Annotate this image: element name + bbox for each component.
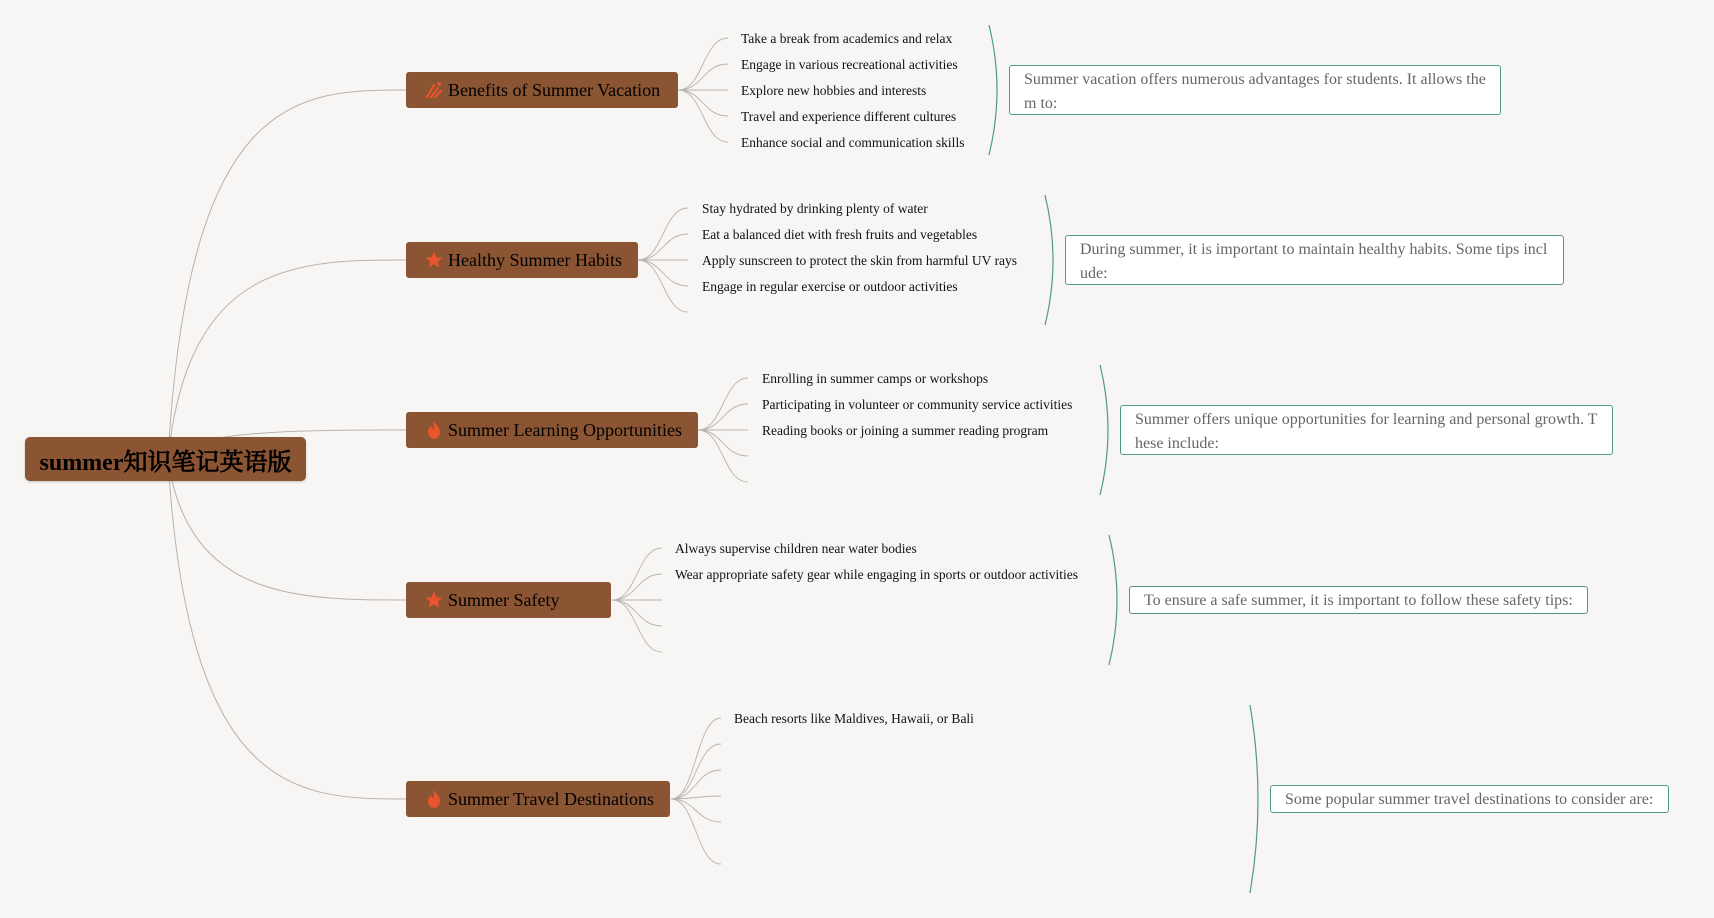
branch-label: Summer Learning Opportunities bbox=[448, 419, 682, 440]
leaf-connector bbox=[671, 799, 721, 864]
branch-label: Summer Travel Destinations bbox=[448, 788, 654, 809]
leaf-item[interactable]: Reading books or joining a summer reading program bbox=[762, 423, 1049, 438]
leaf-connector bbox=[671, 770, 721, 799]
root-branch-connector bbox=[168, 459, 406, 799]
leaf-connector bbox=[698, 430, 748, 456]
leaf-connector bbox=[671, 799, 721, 822]
leaf-item[interactable]: Engage in various recreational activities bbox=[741, 57, 958, 72]
summary-box-travel[interactable]: Some popular summer travel destinations to consider are: bbox=[1270, 785, 1669, 813]
branch-node-benefits[interactable] bbox=[406, 72, 678, 108]
leaf-connector bbox=[638, 260, 688, 286]
leaf-connector bbox=[698, 404, 748, 430]
branch-node-safety[interactable] bbox=[406, 582, 611, 618]
leaf-item[interactable]: Always supervise children near water bodies bbox=[675, 541, 917, 556]
root-branch-connector bbox=[168, 90, 406, 459]
leaf-connector bbox=[698, 378, 748, 430]
leaf-connector bbox=[678, 38, 728, 90]
leaf-connector bbox=[698, 430, 748, 482]
root-branch-connector bbox=[168, 260, 406, 459]
leaf-connector bbox=[678, 64, 728, 90]
summary-box-benefits[interactable]: Summer vacation offers numerous advantages for students. It allows them to: bbox=[1009, 65, 1501, 115]
leaf-item[interactable]: Participating in volunteer or community service activities bbox=[762, 397, 1073, 412]
leaf-item[interactable]: Apply sunscreen to protect the skin from harmful UV rays bbox=[702, 253, 1018, 268]
summary-bracket bbox=[1109, 535, 1117, 665]
leaf-item[interactable]: Take a break from academics and relax bbox=[741, 31, 953, 46]
leaf-connector bbox=[612, 600, 662, 626]
leaf-item[interactable]: Beach resorts like Maldives, Hawaii, or Bali bbox=[734, 711, 974, 726]
leaf-connector bbox=[671, 744, 721, 799]
leaf-connector bbox=[678, 90, 728, 142]
flame-icon bbox=[424, 789, 444, 809]
leaf-connector bbox=[638, 208, 688, 260]
flame-icon bbox=[424, 420, 444, 440]
leaf-connector bbox=[638, 234, 688, 260]
summary-box-safety[interactable]: To ensure a safe summer, it is important to follow these safety tips: bbox=[1129, 586, 1588, 614]
summary-box-learning[interactable]: Summer offers unique opportunities for learning and personal growth. These include: bbox=[1120, 405, 1613, 455]
leaf-connector bbox=[678, 90, 728, 116]
summary-bracket bbox=[1100, 365, 1108, 495]
leaf-item[interactable]: Eat a balanced diet with fresh fruits and vegetables bbox=[702, 227, 978, 242]
branch-label: Healthy Summer Habits bbox=[448, 249, 622, 270]
leaf-item[interactable]: Travel and experience different cultures bbox=[741, 109, 957, 124]
summary-bracket bbox=[989, 25, 997, 155]
leaf-connector bbox=[612, 548, 662, 600]
leaf-item[interactable]: Wear appropriate safety gear while engaging in sports or outdoor activities bbox=[675, 567, 1079, 582]
summary-box-healthy-habits[interactable]: During summer, it is important to maintain healthy habits. Some tips include: bbox=[1065, 235, 1564, 285]
leaf-connector bbox=[671, 718, 721, 799]
summary-bracket bbox=[1045, 195, 1053, 325]
leaf-connector bbox=[612, 574, 662, 600]
branch-label: Summer Safety bbox=[448, 589, 560, 610]
star-icon bbox=[424, 590, 444, 610]
branch-label: Benefits of Summer Vacation bbox=[448, 79, 661, 100]
leaf-item[interactable]: Explore new hobbies and interests bbox=[741, 83, 927, 98]
leaf-item[interactable]: Enhance social and communication skills bbox=[741, 135, 965, 150]
sparkle-icon bbox=[424, 80, 444, 100]
branch-node-healthy-habits[interactable] bbox=[406, 242, 638, 278]
branch-node-travel[interactable] bbox=[406, 781, 670, 817]
root-node[interactable] bbox=[25, 437, 306, 481]
leaf-item[interactable]: Engage in regular exercise or outdoor activities bbox=[702, 279, 958, 294]
leaf-connector bbox=[612, 600, 662, 652]
leaf-item[interactable]: Stay hydrated by drinking plenty of water bbox=[702, 201, 928, 216]
leaf-connector bbox=[638, 260, 688, 312]
star-icon bbox=[424, 250, 444, 270]
branch-node-learning[interactable] bbox=[406, 412, 698, 448]
root-node-title: summer知识笔记英语版 bbox=[39, 449, 292, 476]
leaf-item[interactable]: Enrolling in summer camps or workshops bbox=[762, 371, 989, 386]
summary-bracket bbox=[1250, 705, 1258, 893]
